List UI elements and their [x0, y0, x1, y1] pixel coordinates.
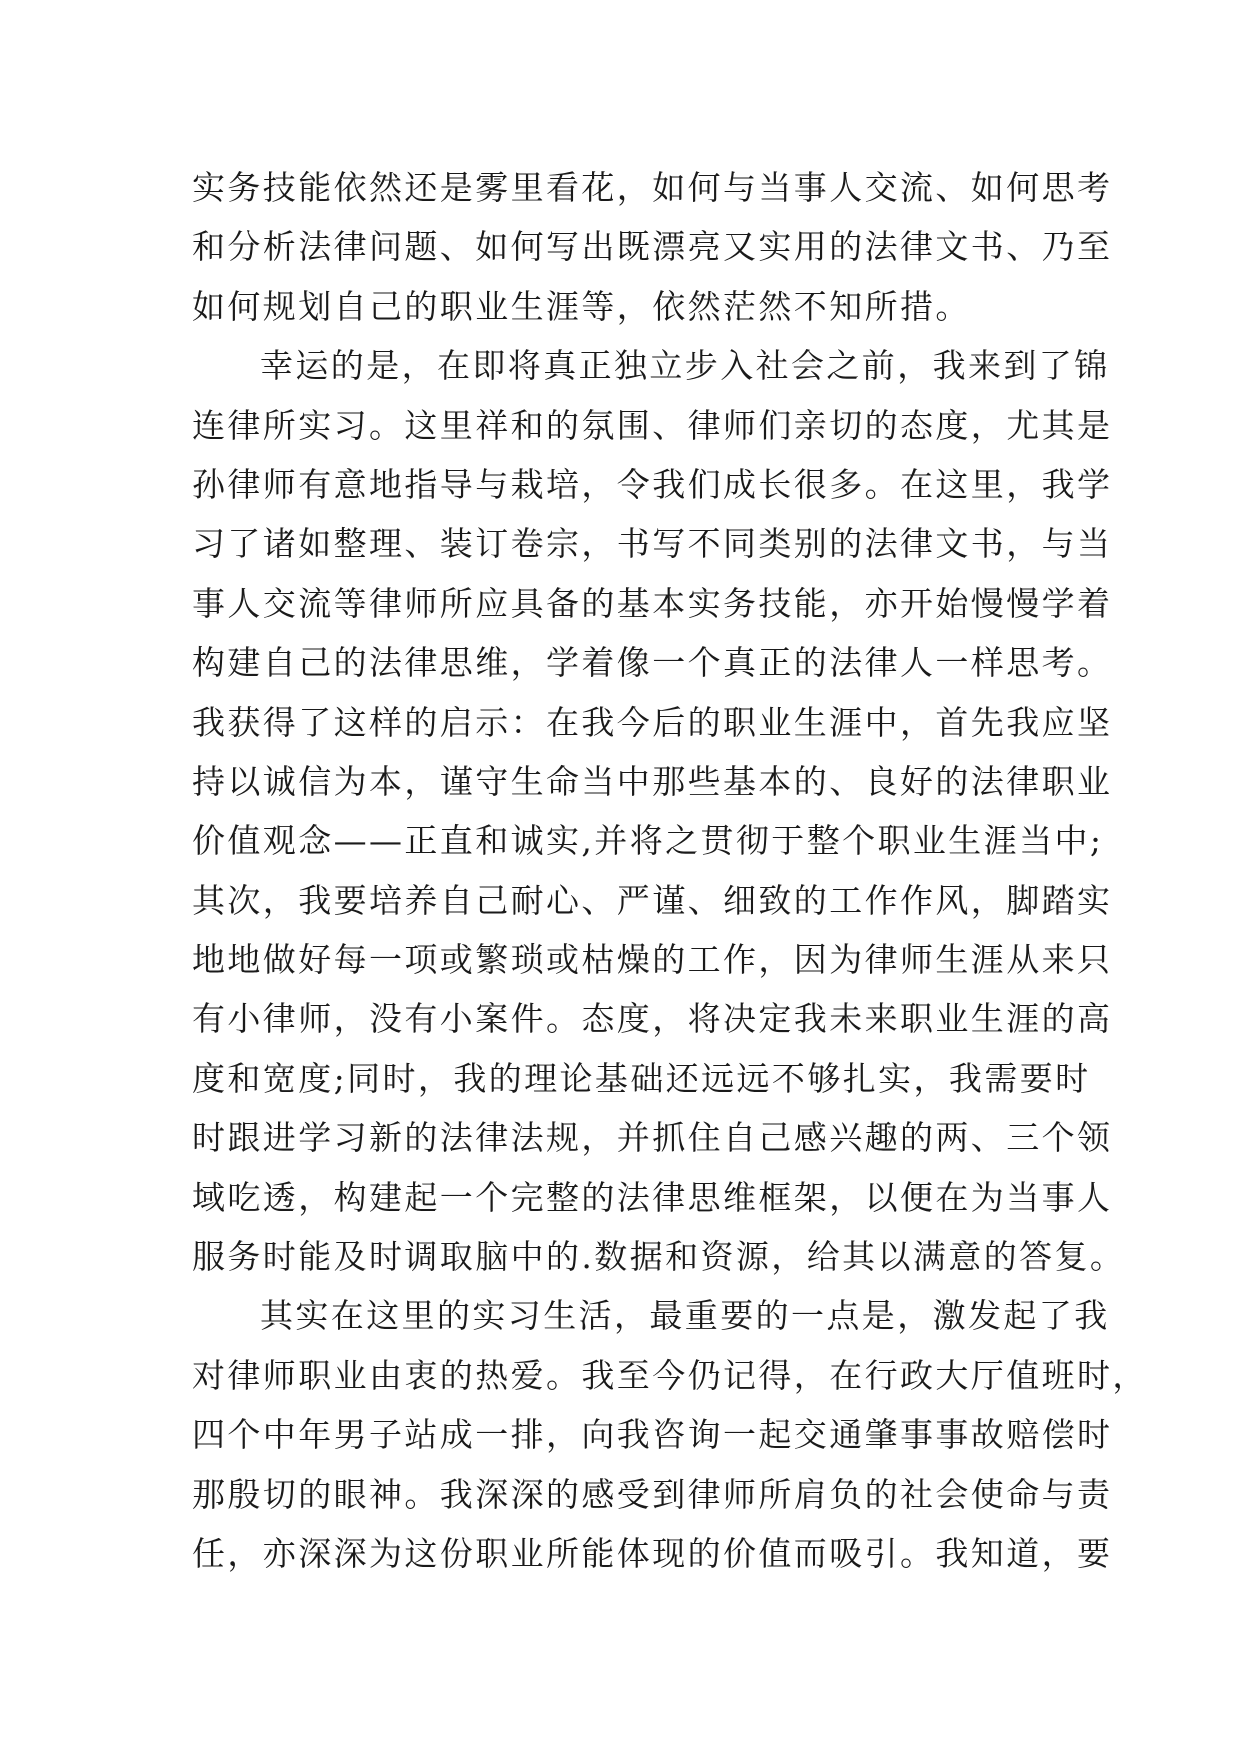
text-line: 持以诚信为本，谨守生命当中那些基本的、良好的法律职业 [192, 761, 1113, 801]
text-line: 其实在这里的实习生活，最重要的一点是，激发起了我 [260, 1296, 1110, 1336]
text-line: 对律师职业由衷的热爱。我至今仍记得，在行政大厅值班时， [192, 1355, 1148, 1395]
text-line: 幸运的是，在即将真正独立步入社会之前，我来到了锦 [260, 346, 1110, 386]
text-line: 如何规划自己的职业生涯等，依然茫然不知所措。 [192, 286, 971, 326]
text-line: 其次，我要培养自己耐心、严谨、细致的工作作风，脚踏实 [192, 880, 1113, 920]
text-line: 和分析法律问题、如何写出既漂亮又实用的法律文书、乃至 [192, 227, 1113, 267]
text-line: 四个中年男子站成一排，向我咨询一起交通肇事事故赔偿时 [192, 1415, 1113, 1455]
text-line: 时跟进学习新的法律法规，并抓住自己感兴趣的两、三个领 [192, 1118, 1113, 1158]
text-line: 有小律师，没有小案件。态度，将决定我未来职业生涯的高 [192, 999, 1113, 1039]
text-line: 价值观念——正直和诚实,并将之贯彻于整个职业生涯当中; [192, 821, 1104, 861]
text-line: 度和宽度;同时，我的理论基础还远远不够扎实，我需要时 [192, 1058, 1091, 1098]
text-line: 我获得了这样的启示：在我今后的职业生涯中，首先我应坚 [192, 702, 1113, 742]
text-line: 事人交流等律师所应具备的基本实务技能，亦开始慢慢学着 [192, 583, 1113, 623]
text-line: 实务技能依然还是雾里看花，如何与当事人交流、如何思考 [192, 168, 1113, 207]
text-line: 孙律师有意地指导与栽培，令我们成长很多。在这里，我学 [192, 464, 1113, 504]
text-line: 构建自己的法律思维，学着像一个真正的法律人一样思考。 [192, 643, 1113, 683]
body-text [192, 162, 1148, 1587]
text-line: 服务时能及时调取脑中的.数据和资源，给其以满意的答复。 [192, 1237, 1126, 1277]
text-line: 地地做好每一项或繁琐或枯燥的工作，因为律师生涯从来只 [192, 940, 1113, 980]
text-line: 习了诸如整理、装订卷宗，书写不同类别的法律文书，与当 [192, 524, 1113, 564]
text-line: 域吃透，构建起一个完整的法律思维框架，以便在为当事人 [192, 1177, 1113, 1217]
text-line: 那殷切的眼神。我深深的感受到律师所肩负的社会使命与责 [192, 1474, 1113, 1514]
text-line: 任，亦深深为这份职业所能体现的价值而吸引。我知道，要 [192, 1533, 1113, 1573]
text-line: 连律所实习。这里祥和的氛围、律师们亲切的态度，尤其是 [192, 405, 1113, 445]
